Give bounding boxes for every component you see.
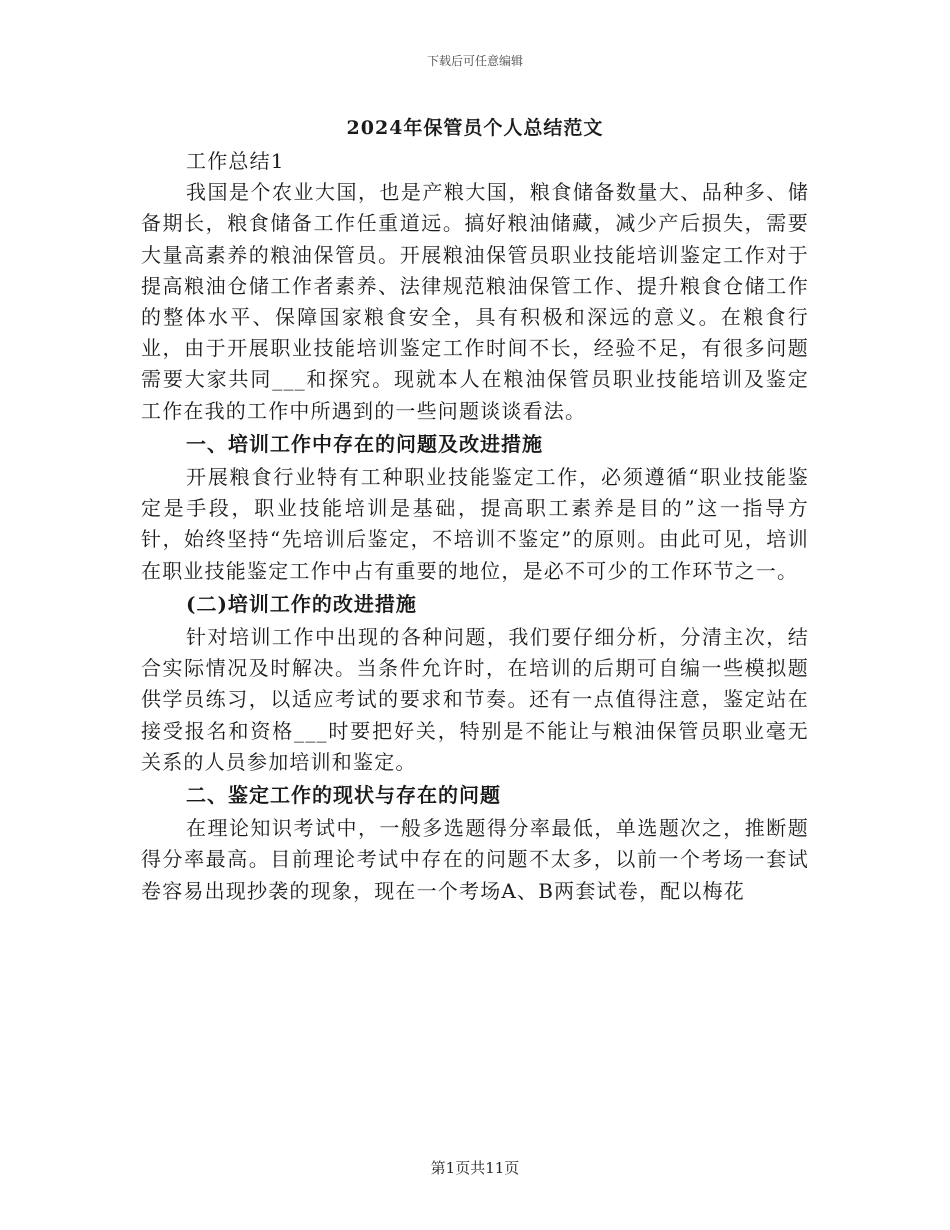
- heading-training-improvements: (二)培训工作的改进措施: [186, 591, 417, 616]
- heading-appraisal-status: 二、鉴定工作的现状与存在的问题: [186, 783, 501, 808]
- document-body: [141, 146, 809, 907]
- paragraph-training-measures: 针对培训工作中出现的各种问题，我们要仔细分析，分清主次，结合实际情况及时解决。当条件允许时，在培训的后期可自编一些模拟题供学员练习，以适应考试的要求和节奏。还有一点值得注意，鉴定站在接受报名和资格___时要把好关，特别是不能让与粮油保管员职业毫无关系的人员参加培训和鉴定。: [141, 625, 809, 774]
- page-number: 第1页共11页: [430, 1159, 520, 1177]
- paragraph-training-principle: 开展粮食行业特有工种职业技能鉴定工作，必须遵循“职业技能鉴定是手段，职业技能培训是基础，提高职工素养是目的”这一指导方针，始终坚持“先培训后鉴定，不培训不鉴定”的原则。由此可见，培训在职业技能鉴定工作中占有重要的地位，是必不可少的工作环节之一。: [141, 465, 809, 583]
- heading-training-issues: 一、培训工作中存在的问题及改进措施: [186, 431, 543, 456]
- header-note: 下载后可任意编辑: [426, 54, 523, 68]
- paragraph-theory-exam: 在理论知识考试中，一般多选题得分率最低，单选题次之，推断题得分率最高。目前理论考试中存在的问题不太多，以前一个考场一套试卷容易出现抄袭的现象，现在一个考场A、B两套试卷，配以梅花: [141, 816, 809, 903]
- paragraph-section-label: 工作总结1: [186, 149, 285, 173]
- paragraph-intro: 我国是个农业大国，也是产粮大国，粮食储备数量大、品种多、储备期长，粮食储备工作任重道远。搞好粮油储藏，减少产后损失，需要大量高素养的粮油保管员。开展粮油保管员职业技能培训鉴定工作对于提高粮油仓储工作者素养、法律规范粮油保管工作、提升粮食仓储工作的整体水平、保障国家粮食安全，具有积极和深远的意义。在粮食行业，由于开展职业技能培训鉴定工作时间不长，经验不足，有很多问题需要大家共同___和探究。现就本人在粮油保管员职业技能培训及鉴定工作在我的工作中所遇到的一些问题谈谈看法。: [141, 180, 809, 423]
- document-title: 2024年保管员个人总结范文: [346, 117, 604, 139]
